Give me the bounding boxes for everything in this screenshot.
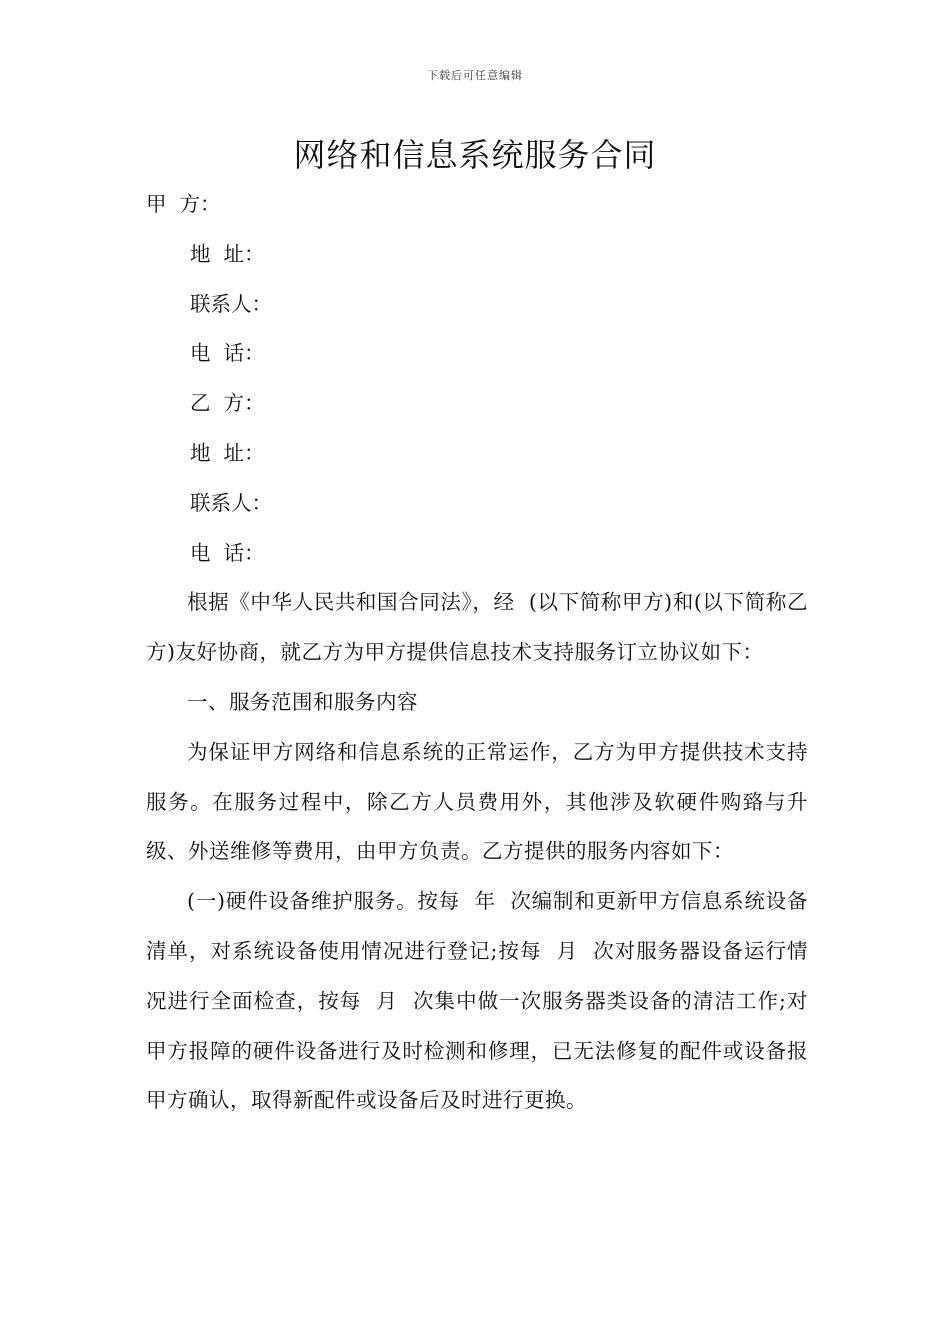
section-1-heading: 一、服务范围和服务内容 xyxy=(187,689,418,714)
party-a-label: 甲 方： xyxy=(146,192,221,216)
hardware-service-paragraph: (一)硬件设备维护服务。按每 年 次编制和更新甲方信息系统设备清单，对系统设备使用情况进行登记;按每 月 次对服务器设备运行情况进行全面检查，按每 月 次集中做一次服务器类设备的清洁工作;对甲方报障的硬件设备进行及时检测和修理，已无法修复的配件或设备报甲方确认，取得新配件或设备后及时进行更换。 xyxy=(146,889,808,1113)
party-a-phone: 电 话： xyxy=(190,341,265,366)
party-a-address: 地 址： xyxy=(190,241,265,266)
party-a-contact: 联系人： xyxy=(190,291,272,316)
party-b-phone: 电 话： xyxy=(190,540,265,565)
section-1-body: 为保证甲方网络和信息系统的正常运作，乙方为甲方提供技术支持服务。在服务过程中，除乙方人员费用外，其他涉及软硬件购臵与升级、外送维修等费用，由甲方负责。乙方提供的服务内容如下： xyxy=(146,739,808,864)
document-title: 网络和信息系统服务合同 xyxy=(293,136,657,174)
party-b-label: 乙 方： xyxy=(190,391,265,416)
intro-paragraph: 根据《中华人民共和国合同法》，经 (以下简称甲方)和(以下简称乙方)友好协商，就乙方为甲方提供信息技术支持服务订立协议如下： xyxy=(146,590,808,665)
party-b-address: 地 址： xyxy=(190,440,265,465)
header-note: 下载后可任意编辑 xyxy=(427,69,523,82)
document-body xyxy=(146,180,808,1126)
party-b-contact: 联系人： xyxy=(190,490,272,515)
